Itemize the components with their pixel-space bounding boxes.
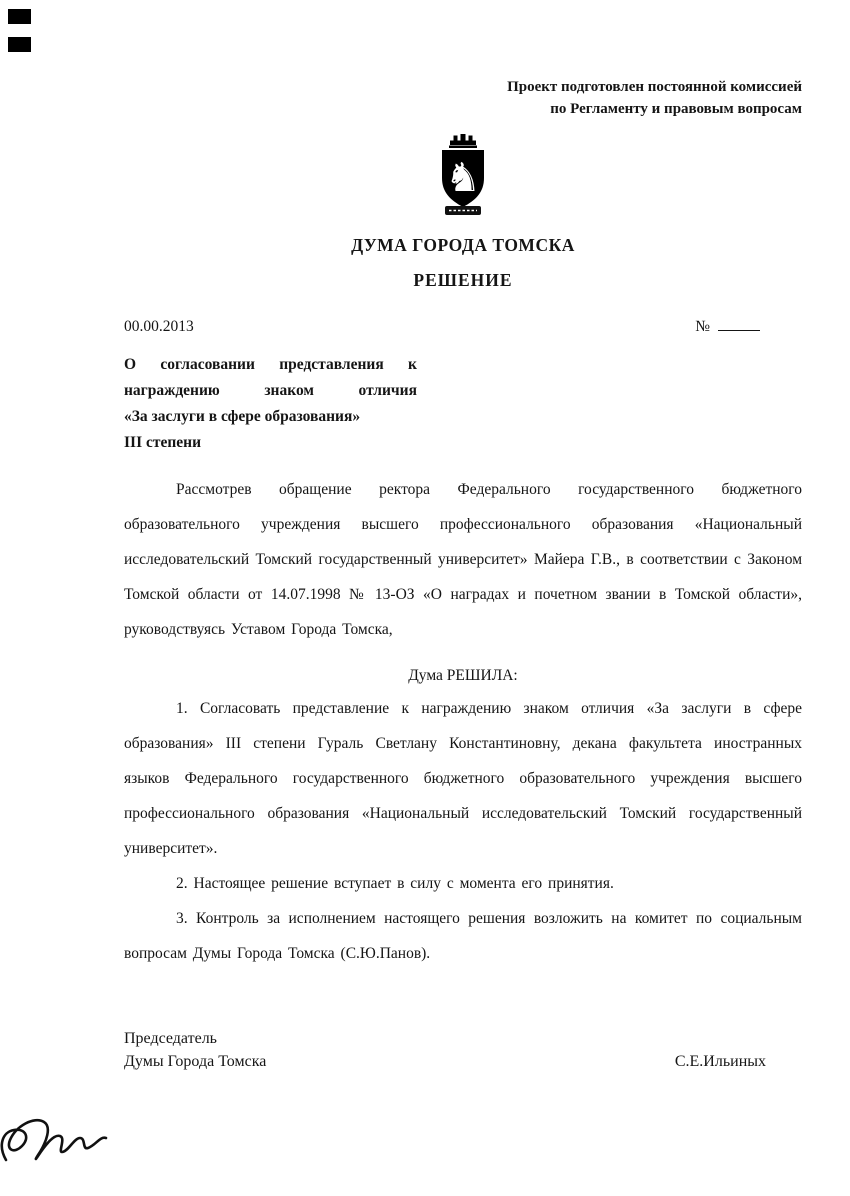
commission-note: [124, 76, 802, 120]
resolution-item-3: 3. Контроль за исполнением настоящего решения возложить на комитет по социальным вопросам Думы Города Томска (С.Ю.Панов).: [124, 910, 802, 962]
document-number: [695, 317, 760, 336]
resolution-item-2: 2. Настоящее решение вступает в силу с момента его принятия.: [176, 875, 614, 892]
meta-row: [124, 317, 802, 336]
handwritten-signature: [0, 1098, 130, 1183]
intro-paragraph: Рассмотрев обращение ректора Федерального государственного бюджетного образовательного учреждения высшего профессионального образования «Национальный исследовательский Томский государственный университет» Майера Г.В., в соответствии с Законом Томской области от 14.07.1998 № 13-ОЗ «О наградах и почетном звании в Томской области», руководствуясь Уставом Города Томска,: [124, 481, 802, 638]
document-number-blank-line: [718, 317, 760, 331]
resolution-heading: Дума РЕШИЛА:: [408, 667, 518, 684]
document-date: 00.00.2013: [124, 318, 194, 335]
commission-note-line1: Проект подготовлен постоянной комиссией: [507, 79, 802, 95]
emblem-crown-icon: [450, 134, 476, 145]
tomsk-coat-of-arms: [124, 126, 802, 229]
coat-of-arms-icon: [428, 126, 498, 224]
signer-title-line2: Думы Города Томска: [124, 1053, 267, 1070]
commission-note-line2: по Регламенту и правовым вопросам: [550, 101, 802, 117]
scan-artifact-top-left-2: [8, 37, 31, 52]
signature-block: [124, 1027, 802, 1073]
subject-line: О согласовании представления к: [124, 356, 417, 373]
subject-line: награждению знаком отличия: [124, 382, 417, 399]
organization-name: ДУМА ГОРОДА ТОМСКА: [351, 235, 575, 255]
signer-name: С.Е.Ильиных: [674, 1053, 766, 1070]
subject-line: «За заслуги в сфере образования»: [124, 408, 361, 425]
scan-artifact-top-left-1: [8, 9, 31, 24]
signature-scribble-icon: [0, 1098, 130, 1178]
emblem-horse-icon: ♞: [445, 155, 481, 201]
signer-title: [124, 1027, 266, 1073]
subject-line: III степени: [124, 434, 202, 451]
signer-title-line1: Председатель: [124, 1030, 217, 1047]
emblem-crown-base: [449, 146, 477, 149]
document-type: РЕШЕНИЕ: [413, 270, 513, 290]
document-number-label: №: [695, 318, 710, 335]
resolution-item-1: 1. Согласовать представление к награждению знаком отличия «За заслуги в сфере образования» III степени Гураль Светлану Константиновну, декана факультета иностранных языков Федерального государственного бюджетного образовательного учреждения высшего профессионального образования «Национальный исследовательский Томский государственный университет».: [124, 700, 802, 857]
subject-block: [124, 352, 417, 456]
